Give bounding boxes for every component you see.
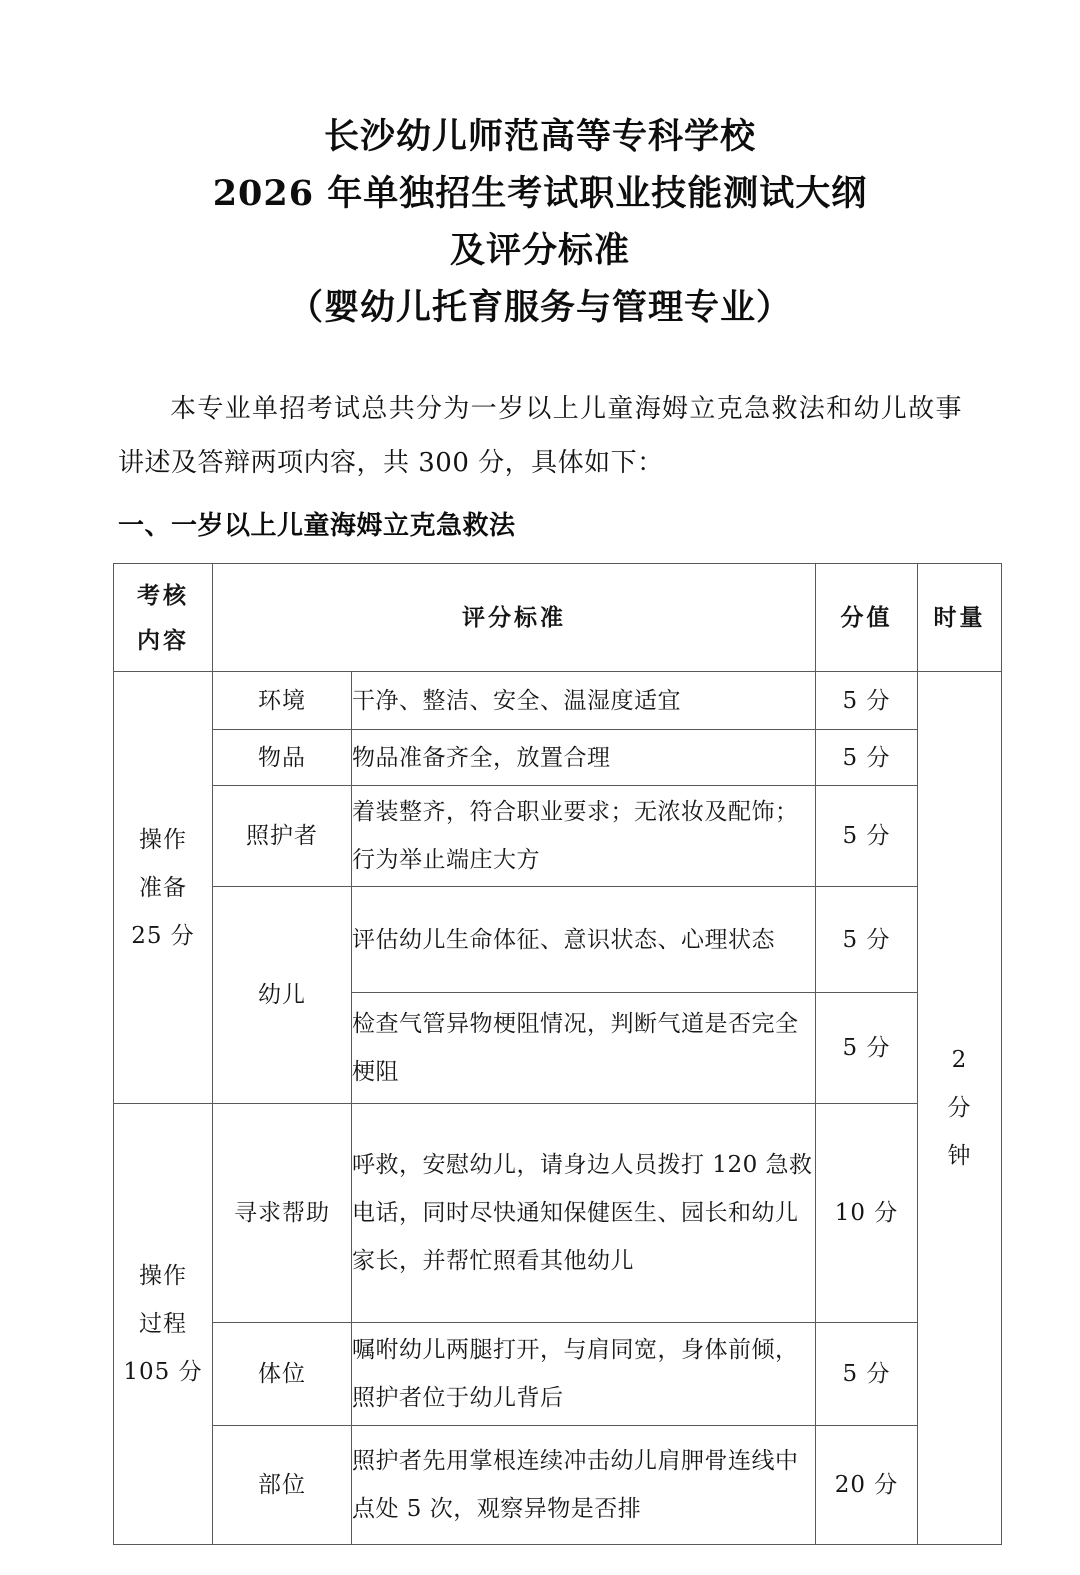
item-criteria: 物品准备齐全，放置合理 [352, 730, 816, 786]
group-label-preparation [114, 672, 213, 1104]
item-score: 5 分 [816, 672, 918, 730]
item-score: 5 分 [816, 786, 918, 887]
table-row [114, 887, 1002, 993]
table-row [114, 1323, 1002, 1426]
item-name: 幼儿 [213, 887, 352, 1104]
header-cell-criteria: 评分标准 [213, 564, 816, 672]
title-line-1: 长沙幼儿师范高等专科学校 [323, 116, 756, 157]
item-name: 寻求帮助 [213, 1104, 352, 1323]
item-name: 部位 [213, 1426, 352, 1545]
title-line-2: 2026 年单独招生考试职业技能测试大纲 [212, 173, 868, 214]
section-heading-1: 一、一岁以上儿童海姆立克急救法 [118, 511, 516, 541]
title-line-3: 及评分标准 [449, 230, 630, 271]
item-criteria: 呼救，安慰幼儿，请身边人员拨打 120 急救电话，同时尽快通知保健医生、园长和幼儿家长，并帮忙照看其他幼儿 [352, 1104, 816, 1323]
item-name: 环境 [213, 672, 352, 730]
group-label-line3: 25 分 [131, 922, 195, 949]
item-name: 物品 [213, 730, 352, 786]
item-criteria: 嘱咐幼儿两腿打开，与肩同宽，身体前倾，照护者位于幼儿背后 [352, 1323, 816, 1426]
scoring-table [113, 563, 1002, 1545]
item-name: 照护者 [213, 786, 352, 887]
intro-text: 本专业单招考试总共分为一岁以上儿童海姆立克急救法和幼儿故事讲述及答辩两项内容，共 300 分，具体如下： [118, 394, 962, 478]
table-header-row [114, 564, 1002, 672]
group-label-line1: 操作 [139, 1263, 187, 1289]
header-content-line1: 考核 [137, 581, 189, 609]
item-score: 5 分 [816, 1323, 918, 1426]
group-label-line2: 准备 [139, 874, 187, 901]
header-cell-score: 分值 [816, 564, 918, 672]
page-title [0, 0, 1080, 336]
intro-paragraph [0, 382, 1080, 490]
header-cell-content [114, 564, 213, 672]
item-score: 10 分 [816, 1104, 918, 1323]
item-score: 5 分 [816, 730, 918, 786]
item-score: 5 分 [816, 993, 918, 1104]
item-criteria: 照护者先用掌根连续冲击幼儿肩胛骨连线中点处 5 次，观察异物是否排 [352, 1426, 816, 1545]
group-label-line1: 操作 [139, 826, 187, 853]
duration-line2: 分 [947, 1095, 972, 1121]
group-label-process [114, 1104, 213, 1545]
item-criteria: 检查气管异物梗阻情况，判断气道是否完全梗阻 [352, 993, 816, 1104]
table-row [114, 1104, 1002, 1323]
duration-cell [918, 672, 1002, 1545]
item-score: 5 分 [816, 887, 918, 993]
item-criteria: 评估幼儿生命体征、意识状态、心理状态 [352, 887, 816, 993]
item-score: 20 分 [816, 1426, 918, 1545]
item-criteria: 着装整齐，符合职业要求；无浓妆及配饰；行为举止端庄大方 [352, 786, 816, 887]
title-line-4: （婴幼儿托育服务与管理专业） [287, 287, 792, 328]
header-cell-duration: 时量 [918, 564, 1002, 672]
item-name: 体位 [213, 1323, 352, 1426]
header-content-line2: 内容 [137, 626, 189, 654]
duration-line3: 钟 [947, 1143, 972, 1169]
table-row [114, 786, 1002, 887]
table-row [114, 672, 1002, 730]
table-row [114, 730, 1002, 786]
group-label-line2: 过程 [139, 1311, 187, 1337]
table-row [114, 1426, 1002, 1545]
group-label-line3: 105 分 [123, 1359, 203, 1385]
duration-line1: 2 [951, 1047, 968, 1073]
item-criteria: 干净、整洁、安全、温湿度适宜 [352, 672, 816, 730]
scoring-table-wrapper [113, 563, 1001, 1545]
